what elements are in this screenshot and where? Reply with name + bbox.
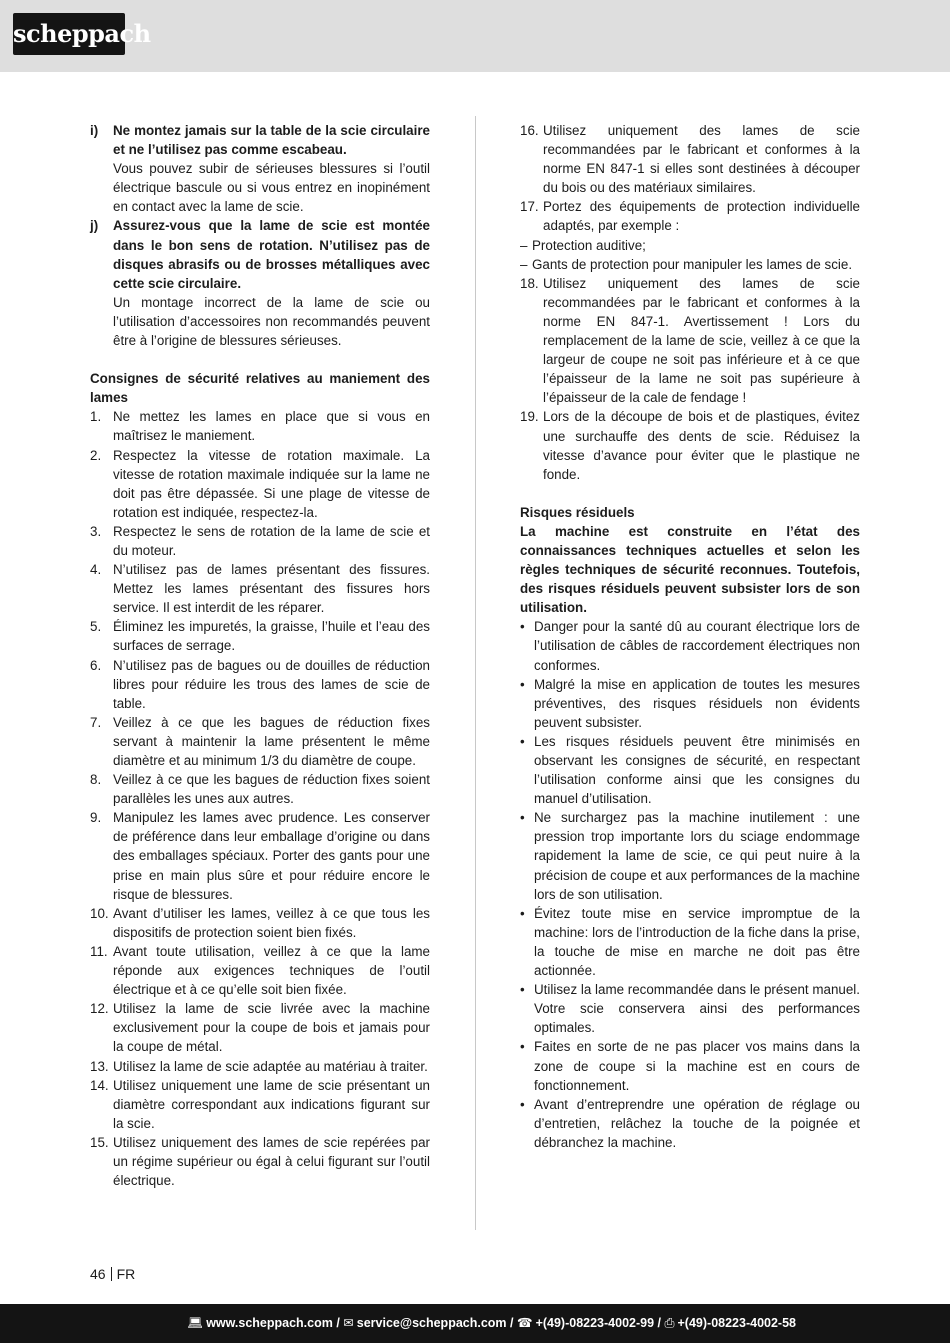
computer-icon: 💻︎ xyxy=(187,1316,204,1330)
numbered-item xyxy=(520,407,860,483)
numbered-item xyxy=(90,942,430,999)
section-lead: La machine est construite en l’état des connaissances techniques actuelles et selon les règles techniques de sécurité reconnues. Toutefois, des risques résiduels peuvent subsister lors de son utilisation. xyxy=(520,523,860,616)
item-number: 6. xyxy=(90,657,102,673)
bullet-item xyxy=(520,617,860,674)
item-number: 13. xyxy=(90,1058,109,1074)
item-number: 11. xyxy=(90,943,108,959)
bullet-item xyxy=(520,675,860,732)
numbered-item xyxy=(90,522,430,560)
page-language: FR xyxy=(116,1266,136,1282)
list-item xyxy=(90,216,430,292)
bullet-item xyxy=(520,1037,860,1094)
item-text: Utilisez uniquement une lame de scie présentant un diamètre correspondant aux indications figurant sur la scie. xyxy=(113,1077,430,1131)
item-text: Utilisez uniquement des lames de scie recommandées par le fabricant et conformes à la norme EN 847-1. Avertissement ! Lors du remplacement de la lame de scie, veillez à ce que la largeur de coupe ne soit pas inférieure et à ce que l’épaisseur de la lame ne soit pas supérieure à l’épaisseur de la cale de fendage ! xyxy=(543,275,860,406)
bullet-text: Avant d’entreprendre une opération de réglage ou d’entretien, relâchez la touche de la poignée et débranchez la machine. xyxy=(534,1096,860,1150)
numbered-item xyxy=(520,197,860,235)
dash-item xyxy=(520,255,860,274)
item-paragraph: Un montage incorrect de la lame de scie ou l’utilisation d’accessoires non recommandés peuvent être à l’origine de blessures sérieuses. xyxy=(113,294,430,349)
item-text: Portez des équipements de protection individuelle adaptés, par exemple : xyxy=(543,199,860,234)
item-text: Avant toute utilisation, veillez à ce que la lame réponde aux exigences techniques de l’outil électrique et à ce qu’elle soit bien fixée. xyxy=(113,943,430,998)
bullet-text: Ne surchargez pas la machine inutilement : une pression trop importante lors du sciage endommage rapidement la lame de scie, ce qui peut nuire à la précision de coupe et aux performances de la machine lors de son utilisation. xyxy=(534,810,860,902)
list-item xyxy=(90,121,430,159)
numbered-item xyxy=(90,407,430,445)
page-number xyxy=(90,1265,135,1283)
numbered-item xyxy=(90,808,430,903)
item-text: Veillez à ce que les bagues de réduction fixes servant à maintenir la lame présentent le même diamètre et au minimum 1/3 du diamètre de coupe. xyxy=(113,714,430,768)
phone-icon: ☎ xyxy=(516,1316,533,1330)
item-text: Éliminez les impuretés, la graisse, l’huile et l’eau des surfaces de serrage. xyxy=(113,619,430,654)
item-number: 8. xyxy=(90,772,102,788)
bullet-dot: • xyxy=(520,733,525,749)
section-heading: Risques résiduels xyxy=(520,504,635,520)
footer-website[interactable]: www.scheppach.com / xyxy=(206,1316,340,1330)
item-number: 3. xyxy=(90,523,102,539)
item-number: 9. xyxy=(90,810,102,826)
item-number: 12. xyxy=(90,1001,109,1017)
dash-marker: – xyxy=(520,256,528,272)
bullet-text: Faites en sorte de ne pas placer vos mains dans la zone de coupe si la machine est en cours de fonctionnement. xyxy=(534,1039,860,1093)
numbered-item xyxy=(90,999,430,1056)
bullet-text: Danger pour la santé dû au courant électrique lors de l’utilisation de câbles de raccordement électriques non conformes. xyxy=(534,619,860,673)
numbered-item xyxy=(90,904,430,942)
item-text: Manipulez les lames avec prudence. Les conserver de préférence dans leur emballage d’origine ou dans des emballages spéciaux. Porter des gants pour une prise en main plus sûre et pour réduire encore le risque de blessures. xyxy=(113,810,430,902)
item-paragraph: Vous pouvez subir de sérieuses blessures si l’outil électrique bascule ou si vous entrez en inopinément en contact avec la lame de scie. xyxy=(113,161,430,215)
page-separator xyxy=(111,1267,112,1281)
item-number: 7. xyxy=(90,714,102,730)
column-divider xyxy=(475,116,476,1230)
bullet-dot: • xyxy=(520,905,525,921)
section-heading: Consignes de sécurité relatives au maniement des lames xyxy=(90,371,430,406)
item-number: 2. xyxy=(90,447,102,463)
bullet-item xyxy=(520,904,860,980)
bullet-text: Les risques résiduels peuvent être minimisés en observant les consignes de sécurité, en respectant l’utilisation conforme ainsi que les consignes du manuel d’utilisation. xyxy=(534,733,860,807)
bullet-dot: • xyxy=(520,1039,525,1055)
item-number: 10. xyxy=(90,905,109,921)
item-number: 16. xyxy=(520,123,539,138)
footer-contacts xyxy=(187,1315,796,1331)
bullet-item xyxy=(520,808,860,903)
item-text: Respectez la vitesse de rotation maximale. La vitesse de rotation maximale indiquée sur la lame ne doit pas être dépassée. Si une plage de vitesse de rotation est indiquée, respectez-la. xyxy=(113,447,430,520)
bullet-text: Utilisez la lame recommandée dans le présent manuel. Votre scie conservera ainsi des performances optimales. xyxy=(534,982,860,1036)
numbered-item xyxy=(90,560,430,617)
bullet-dot: • xyxy=(520,1096,525,1112)
fax-icon: ⎙ xyxy=(664,1316,675,1330)
numbered-item xyxy=(520,274,860,408)
numbered-item xyxy=(90,1057,430,1076)
email-icon: ✉ xyxy=(343,1316,354,1330)
numbered-item xyxy=(90,713,430,770)
dash-text: Gants de protection pour manipuler les lames de scie. xyxy=(532,256,853,272)
footer-bar xyxy=(0,1304,950,1343)
bullet-item xyxy=(520,980,860,1037)
footer-fax: +(49)-08223-4002-58 xyxy=(677,1316,796,1330)
page-number-value: 46 xyxy=(90,1266,106,1282)
numbered-item xyxy=(90,446,430,522)
item-text: Lors de la découpe de bois et de plastiques, évitez une surchauffe des dents de scie. Réduisez la vitesse d’avance pour éviter que le plastique ne fonde. xyxy=(543,409,860,482)
item-text: Avant d’utiliser les lames, veillez à ce que tous les dispositifs de protection soient bien fixés. xyxy=(113,905,430,940)
dash-marker: – xyxy=(520,237,528,253)
item-number: 19. xyxy=(520,409,539,425)
bullet-dot: • xyxy=(520,676,525,692)
bullet-item xyxy=(520,732,860,808)
dash-text: Protection auditive; xyxy=(532,237,646,253)
item-text: Utilisez la lame de scie adaptée au matériau à traiter. xyxy=(113,1058,428,1074)
item-number: 18. xyxy=(520,275,539,291)
item-text: Respectez le sens de rotation de la lame de scie et du moteur. xyxy=(113,523,430,558)
item-text: Ne mettez les lames en place que si vous en maîtrisez le maniement. xyxy=(113,409,430,444)
numbered-item xyxy=(90,1133,430,1190)
item-text: Utilisez la lame de scie livrée avec la machine exclusivement pour la coupe de bois et jamais pour la coupe de métal. xyxy=(113,1001,430,1055)
item-text: Utilisez uniquement des lames de scie repérées par un régime supérieur ou égal à celui figurant sur l’outil électrique. xyxy=(113,1134,430,1189)
item-number: 5. xyxy=(90,619,102,635)
item-number: 17. xyxy=(520,199,539,215)
bullet-text: Malgré la mise en application de toutes les mesures préventives, des risques résiduels non évidents peuvent subsister. xyxy=(534,676,860,730)
item-bold-text: Assurez-vous que la lame de scie est montée dans le bon sens de rotation. N’utilisez pas de disques abrasifs ou de brosses métalliques avec cette scie circulaire. xyxy=(113,218,430,291)
right-column xyxy=(520,121,860,1152)
bullet-dot: • xyxy=(520,982,525,998)
item-bold-text: Ne montez jamais sur la table de la scie circulaire et ne l’utilisez pas comme escabeau. xyxy=(113,123,430,158)
bullet-text: Évitez toute mise en service impromptue de la machine: lors de l’introduction de la fiche dans la prise, la touche de mise en marche ne doit pas être actionnée. xyxy=(534,905,860,979)
scheppach-logo: scheppach xyxy=(13,13,125,55)
bullet-item xyxy=(520,1095,860,1152)
numbered-item xyxy=(90,656,430,713)
numbered-item xyxy=(90,770,430,808)
footer-email[interactable]: service@scheppach.com / xyxy=(356,1316,514,1330)
item-text: Veillez à ce que les bagues de réduction fixes soient parallèles les unes aux autres. xyxy=(113,772,430,807)
item-number: 4. xyxy=(90,562,102,578)
dash-item xyxy=(520,236,860,255)
bullet-dot: • xyxy=(520,810,525,826)
left-column xyxy=(90,121,430,1190)
item-number: 14. xyxy=(90,1077,109,1093)
item-number: 15. xyxy=(90,1134,109,1150)
item-label: i) xyxy=(90,123,99,138)
item-text: N’utilisez pas de bagues ou de douilles de réduction libres pour réduire les trous des lames de scie de table. xyxy=(113,657,430,711)
numbered-item xyxy=(520,121,860,197)
header-bar xyxy=(0,0,950,72)
item-label: j) xyxy=(90,218,99,234)
numbered-item xyxy=(90,1076,430,1133)
item-text: Utilisez uniquement des lames de scie recommandées par le fabricant et conformes à la norme EN 847-1 si elles sont destinées à découper du bois ou des matériaux similaires. xyxy=(543,123,860,196)
numbered-item xyxy=(90,617,430,655)
item-text: N’utilisez pas de lames présentant des fissures. Mettez les lames présentant des fissures hors service. Il est interdit de les réparer. xyxy=(113,562,430,616)
item-number: 1. xyxy=(90,409,102,425)
footer-phone: +(49)-08223-4002-99 / xyxy=(535,1316,661,1330)
bullet-dot: • xyxy=(520,619,525,635)
